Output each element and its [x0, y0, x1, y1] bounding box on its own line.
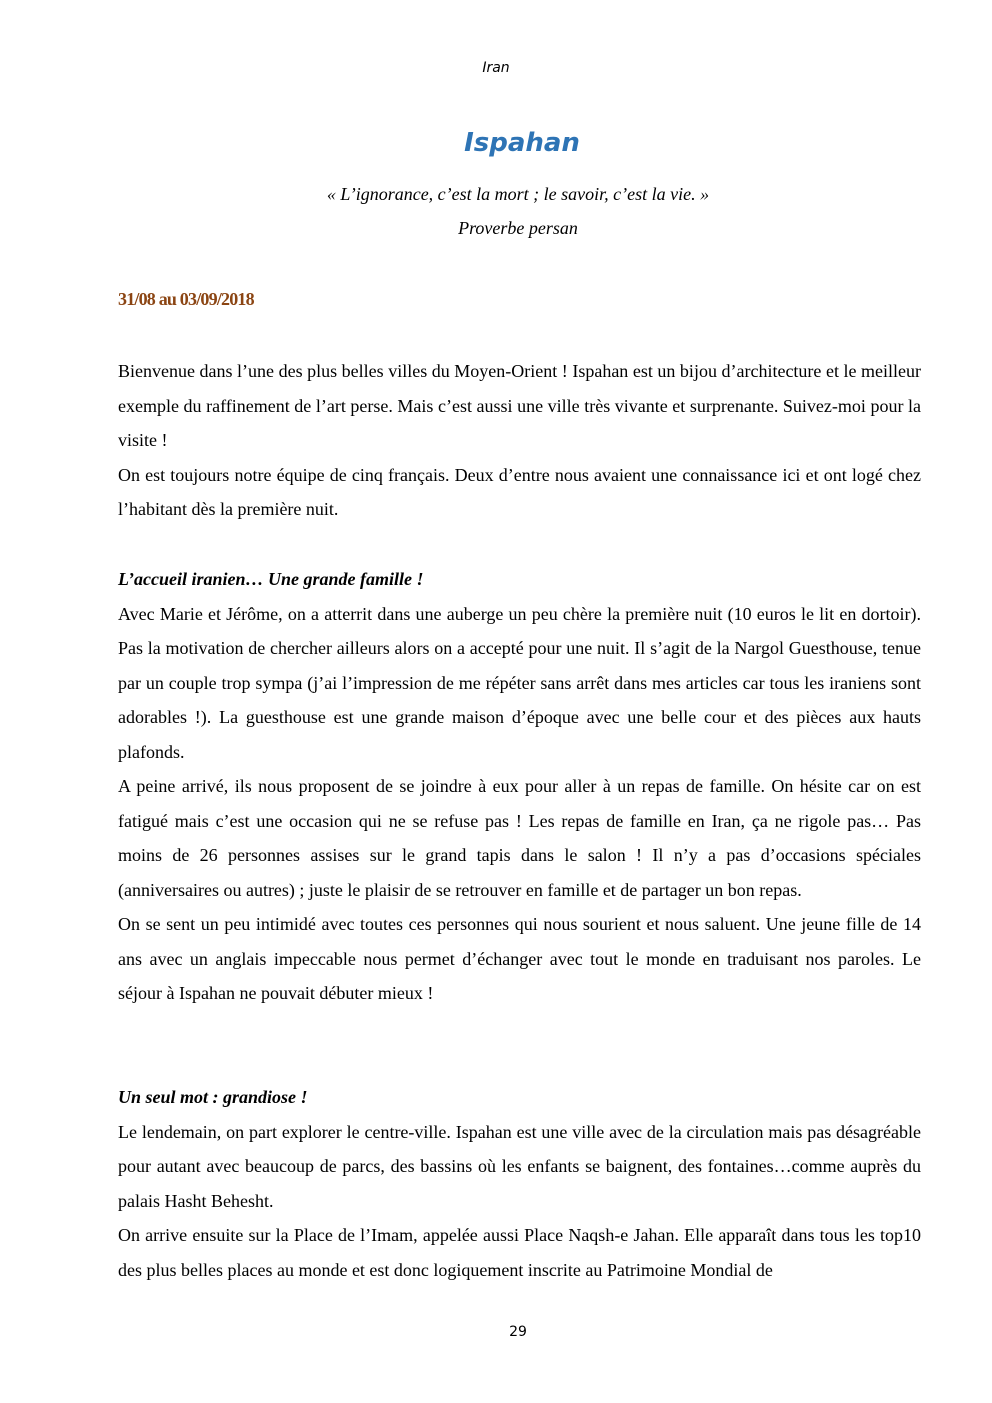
running-header: Iran: [482, 60, 510, 76]
paragraph: Le lendemain, on part explorer le centre-ville. Ispahan est une ville avec de la circulation mais pas désagréable pour autant avec beaucoup de parcs, des bassins où les enfants se baignent, des fontaines…comme auprès du palais Hasht Behesht.: [118, 1121, 921, 1211]
page-title: Ispahan: [464, 128, 580, 158]
section-heading: Un seul mot : grandiose !: [118, 1087, 308, 1107]
intro-section: [118, 354, 921, 527]
section-heading: L’accueil iranien… Une grande famille !: [118, 569, 424, 589]
date-heading: 31/08 au 03/09/2018: [118, 289, 254, 309]
paragraph: Avec Marie et Jérôme, on a atterrit dans une auberge un peu chère la première nuit (10 euros le lit en dortoir). Pas la motivation de chercher ailleurs alors on a accepté pour une nuit. Il s’agit de la Nargol Guesthouse, tenue par un couple trop sympa (j’ai l’impression de me répéter sans arrêt dans mes articles car tous les iraniens sont adorables !). La guesthouse est une grande maison d’époque avec une belle cour et des pièces aux hauts plafonds.: [118, 603, 921, 762]
paragraph: Bienvenue dans l’une des plus belles villes du Moyen-Orient ! Ispahan est un bijou d’architecture et le meilleur exemple du raffinement de l’art perse. Mais c’est aussi une ville très vivante et surprenante. Suivez-moi pour la visite !: [118, 361, 921, 450]
paragraph: On se sent un peu intimidé avec toutes ces personnes qui nous sourient et nous saluent. Une jeune fille de 14 ans avec un anglais impeccable nous permet d’échanger avec tout le monde en traduisant nos paroles. Le séjour à Ispahan ne pouvait débuter mieux !: [118, 914, 921, 1003]
paragraph: A peine arrivé, ils nous proposent de se joindre à eux pour aller à un repas de famille. On hésite car on est fatigué mais c’est une occasion qui ne se refuse pas ! Les repas de famille en Iran, ça ne rigole pas… Pas moins de 26 personnes assises sur le grand tapis dans le salon ! Il n’y a pas d’occasions spéciales (anniversaires ou autres) ; juste le plaisir de se retrouver en famille et de partager un bon repas.: [118, 776, 921, 900]
paragraph: On est toujours notre équipe de cinq français. Deux d’entre nous avaient une connaissance ici et ont logé chez l’habitant dès la première nuit.: [118, 464, 921, 519]
epigraph-source: Proverbe persan: [458, 218, 578, 238]
section-grandiose: [118, 1080, 921, 1287]
epigraph-quote: « L’ignorance, c’est la mort ; le savoir, c’est la vie. »: [326, 184, 710, 204]
section-family: [118, 562, 921, 1011]
page-number: 29: [509, 1324, 527, 1340]
paragraph: On arrive ensuite sur la Place de l’Imam, appelée aussi Place Naqsh-e Jahan. Elle apparaît dans tous les top10 des plus belles places au monde et est donc logiquement inscrite au Patrimoine Mondial de: [118, 1225, 921, 1280]
